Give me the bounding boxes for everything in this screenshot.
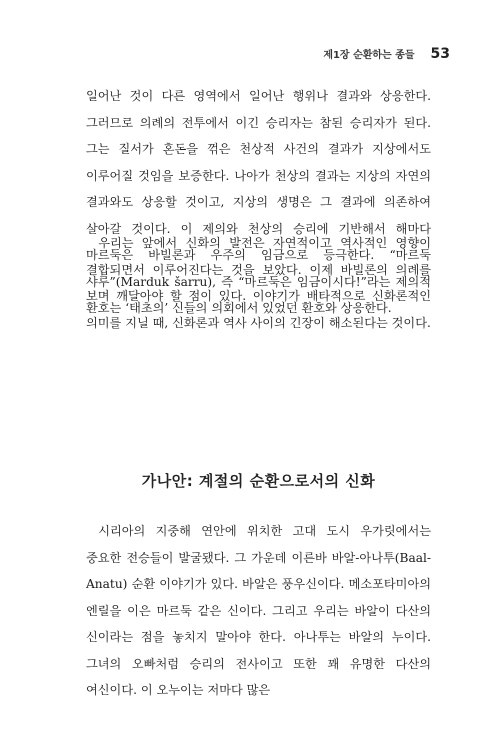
- chapter-title: 제1장 순환하는 종들: [323, 50, 415, 61]
- page-number: 53: [430, 46, 450, 62]
- paragraph: 일어난 것이 다른 영역에서 일어난 행위나 결과와 상응한다. 그러므로 의례의 전투에서 이긴 승리자는 참된 승리자가 된다. 그는 질서가 혼돈을 꺾은 천상적 사건의 결과가 지상에서도 이루어질 것임을 보증한다. 나아가 천상의 결과는 지상의 자연의 결과와도 상응할 것이고, 지상의 생명은 그 결과에 의존하여 살아갈 것이다. 이 제의와 천상의 승리에 기반해서 해마다 마르둑은 바빌론과 우주의 임금으로 등극한다. “마르둑 샤루”(Marduk šarru), 즉 “마르둑은 임금이시다!”라는 제의적 환호는 ‘태초의’ 신들의 의회에서 있었던 환호와 상응한다.: [86, 89, 431, 315]
- paragraph: 시리아의 지중해 연안에 위치한 고대 도시 우가릿에서는 중요한 전승들이 발굴됐다. 그 가운데 이른바 바알-아나투(Baal-Anatu) 순환 이야기가 있다. 바알은 풍우신이다. 메소포타미아의 엔릴을 이은 마르둑 같은 신이다. 그리고 우리는 바알이 다산의 신이라는 점을 놓치지 말아야 한다. 아나투는 바알의 누이다. 그녀의 오빠처럼 승리의 전사이고 또한 꽤 유명한 다산의 여신이다. 이 오누이는 저마다 많은: [86, 524, 431, 697]
- paragraph-3-block: [86, 518, 431, 704]
- running-header: [323, 46, 450, 62]
- paragraph: 우리는 앞에서 신화의 발전은 자연적이고 역사적인 영향이 결합되면서 이루어진다는 것을 보았다. 이제 바빌론의 의례를 보며 깨달아야 할 점이 있다. 이야기가 배타적으로 신화론적인 의미를 지닐 때, 신화론과 역사 사이의 긴장이 해소된다는 것이다.: [86, 236, 431, 330]
- section-heading: 가나안: 계절의 순환으로서의 신화: [141, 472, 376, 490]
- paragraph-2-block: [86, 230, 431, 336]
